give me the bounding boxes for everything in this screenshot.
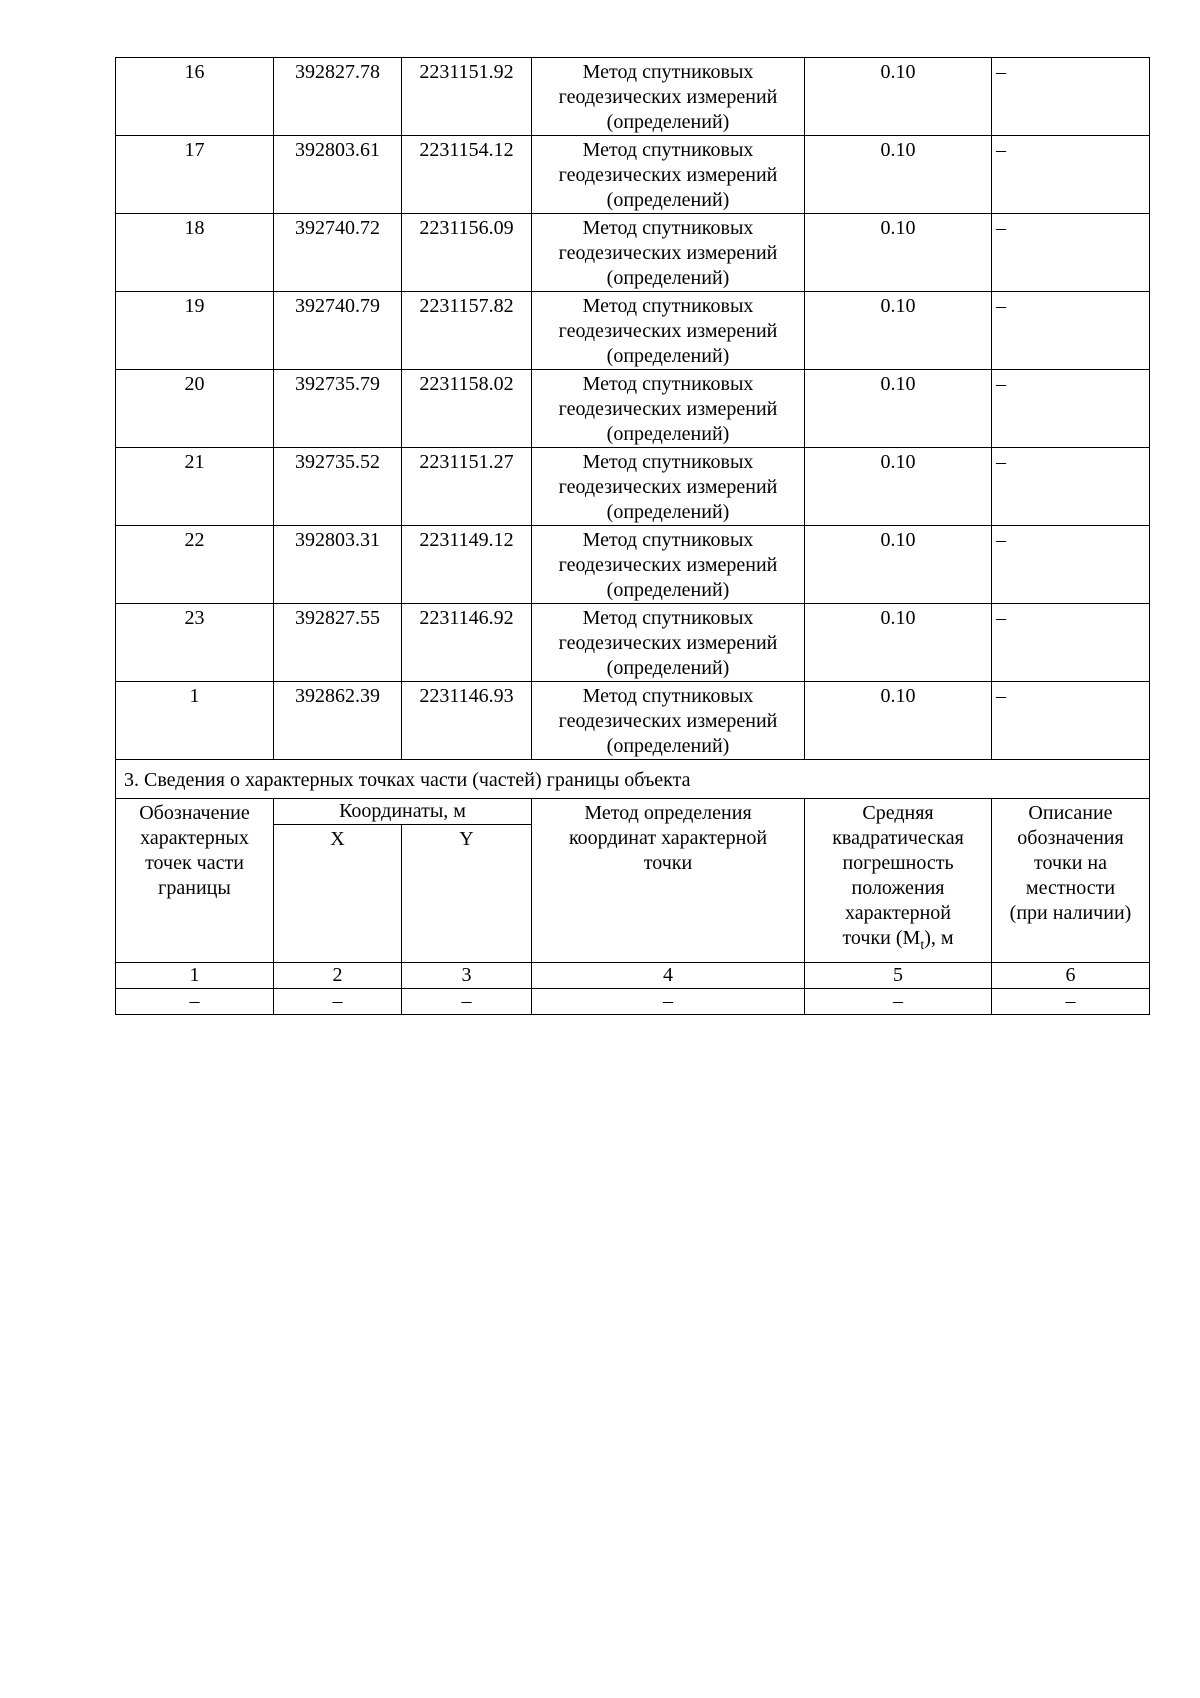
empty-cell: – bbox=[805, 989, 992, 1015]
header-error: Средняя квадратическая погрешность положения характерной точки $(M_t)$, м bbox=[805, 799, 992, 963]
method-cell: Метод спутниковых геодезических измерений (определений) bbox=[532, 526, 805, 604]
y-coordinate-cell: 2231158.02 bbox=[402, 370, 532, 448]
empty-data-row bbox=[116, 989, 1150, 1015]
y-coordinate-cell: 2231156.09 bbox=[402, 214, 532, 292]
column-number: 5 bbox=[805, 963, 992, 989]
header-y: Y bbox=[402, 825, 532, 963]
point-number-cell: 18 bbox=[116, 214, 274, 292]
table-row bbox=[116, 136, 1150, 214]
method-cell: Метод спутниковых геодезических измерений (определений) bbox=[532, 136, 805, 214]
column-number: 1 bbox=[116, 963, 274, 989]
header-coordinates: Координаты, м bbox=[274, 799, 532, 825]
point-number-cell: 1 bbox=[116, 682, 274, 760]
error-cell: 0.10 bbox=[805, 58, 992, 136]
header-designation: Обозначение характерных точек части границы bbox=[116, 799, 274, 963]
empty-cell: – bbox=[274, 989, 402, 1015]
point-number-cell: 21 bbox=[116, 448, 274, 526]
y-coordinate-cell: 2231146.92 bbox=[402, 604, 532, 682]
y-coordinate-cell: 2231157.82 bbox=[402, 292, 532, 370]
method-cell: Метод спутниковых геодезических измерений (определений) bbox=[532, 292, 805, 370]
y-coordinate-cell: 2231151.27 bbox=[402, 448, 532, 526]
method-cell: Метод спутниковых геодезических измерений (определений) bbox=[532, 214, 805, 292]
y-coordinate-cell: 2231154.12 bbox=[402, 136, 532, 214]
points-table-body bbox=[116, 58, 1150, 760]
error-cell: 0.10 bbox=[805, 604, 992, 682]
description-cell: – bbox=[992, 682, 1150, 760]
column-number: 2 bbox=[274, 963, 402, 989]
x-coordinate-cell: 392735.52 bbox=[274, 448, 402, 526]
method-cell: Метод спутниковых геодезических измерений (определений) bbox=[532, 604, 805, 682]
x-coordinate-cell: 392803.61 bbox=[274, 136, 402, 214]
method-cell: Метод спутниковых геодезических измерений (определений) bbox=[532, 682, 805, 760]
column-number: 3 bbox=[402, 963, 532, 989]
column-number: 4 bbox=[532, 963, 805, 989]
table-row bbox=[116, 292, 1150, 370]
x-coordinate-cell: 392740.79 bbox=[274, 292, 402, 370]
error-cell: 0.10 bbox=[805, 526, 992, 604]
section-3 bbox=[116, 760, 1150, 1015]
point-number-cell: 20 bbox=[116, 370, 274, 448]
header-method: Метод определения координат характерной точки bbox=[532, 799, 805, 963]
method-cell: Метод спутниковых геодезических измерений (определений) bbox=[532, 448, 805, 526]
table-row bbox=[116, 526, 1150, 604]
table-row bbox=[116, 370, 1150, 448]
table-row bbox=[116, 682, 1150, 760]
error-cell: 0.10 bbox=[805, 682, 992, 760]
y-coordinate-cell: 2231149.12 bbox=[402, 526, 532, 604]
x-coordinate-cell: 392827.78 bbox=[274, 58, 402, 136]
y-coordinate-cell: 2231146.93 bbox=[402, 682, 532, 760]
y-coordinate-cell: 2231151.92 bbox=[402, 58, 532, 136]
point-number-cell: 17 bbox=[116, 136, 274, 214]
description-cell: – bbox=[992, 604, 1150, 682]
point-number-cell: 22 bbox=[116, 526, 274, 604]
header-x: X bbox=[274, 825, 402, 963]
empty-cell: – bbox=[992, 989, 1150, 1015]
description-cell: – bbox=[992, 370, 1150, 448]
method-cell: Метод спутниковых геодезических измерений (определений) bbox=[532, 370, 805, 448]
point-number-cell: 19 bbox=[116, 292, 274, 370]
description-cell: – bbox=[992, 292, 1150, 370]
point-number-cell: 16 bbox=[116, 58, 274, 136]
x-coordinate-cell: 392862.39 bbox=[274, 682, 402, 760]
table-row bbox=[116, 448, 1150, 526]
error-cell: 0.10 bbox=[805, 370, 992, 448]
x-coordinate-cell: 392735.79 bbox=[274, 370, 402, 448]
method-cell: Метод спутниковых геодезических измерений (определений) bbox=[532, 58, 805, 136]
x-coordinate-cell: 392803.31 bbox=[274, 526, 402, 604]
error-cell: 0.10 bbox=[805, 214, 992, 292]
section-3-title: 3. Сведения о характерных точках части (частей) границы объекта bbox=[116, 760, 1150, 799]
header-description: Описание обозначения точки на местности (при наличии) bbox=[992, 799, 1150, 963]
point-number-cell: 23 bbox=[116, 604, 274, 682]
column-numbers-row bbox=[116, 963, 1150, 989]
error-cell: 0.10 bbox=[805, 292, 992, 370]
description-cell: – bbox=[992, 136, 1150, 214]
table-row bbox=[116, 604, 1150, 682]
empty-cell: – bbox=[116, 989, 274, 1015]
description-cell: – bbox=[992, 526, 1150, 604]
column-number: 6 bbox=[992, 963, 1150, 989]
boundary-points-table bbox=[115, 57, 1150, 1015]
error-cell: 0.10 bbox=[805, 448, 992, 526]
empty-cell: – bbox=[402, 989, 532, 1015]
error-cell: 0.10 bbox=[805, 136, 992, 214]
description-cell: – bbox=[992, 58, 1150, 136]
description-cell: – bbox=[992, 448, 1150, 526]
table-row bbox=[116, 214, 1150, 292]
x-coordinate-cell: 392740.72 bbox=[274, 214, 402, 292]
x-coordinate-cell: 392827.55 bbox=[274, 604, 402, 682]
empty-cell: – bbox=[532, 989, 805, 1015]
description-cell: – bbox=[992, 214, 1150, 292]
table-row bbox=[116, 58, 1150, 136]
